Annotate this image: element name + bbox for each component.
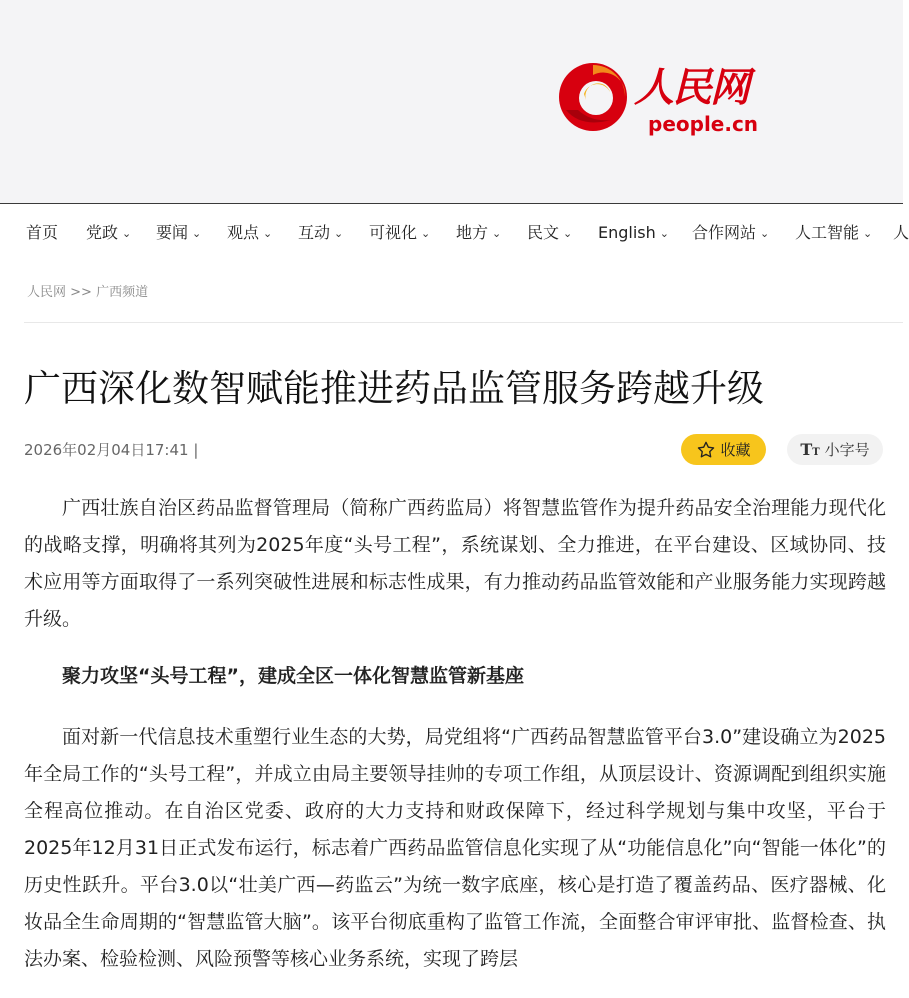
nav-label: 可视化 [369,223,418,242]
nav-label: 互动 [298,223,331,242]
nav-label: 党政 [86,223,119,242]
star-icon [696,440,716,460]
nav-label: 要闻 [156,223,189,242]
people-cn-logo[interactable] [556,58,776,138]
nav-item-opinion[interactable] [227,204,272,262]
chevron-down-icon: ⌄ [659,227,669,240]
chevron-down-icon: ⌄ [760,227,770,240]
chevron-down-icon: ⌄ [563,227,573,240]
nav-item-overflow[interactable] [893,204,909,262]
nav-item-partner-sites[interactable] [692,204,769,262]
logo-english-text: people.cn [648,112,759,136]
nav-label: 观点 [227,223,260,242]
main-navigation [0,203,909,261]
nav-item-home[interactable] [26,204,58,262]
nav-label: 地方 [456,223,489,242]
nav-label: English [598,223,656,242]
logo-chinese-text: 人民网 [634,64,748,111]
site-header [0,0,903,203]
nav-label: 合作网站 [692,223,757,242]
breadcrumb-channel-link[interactable]: 广西频道 [96,285,149,300]
nav-label: 人工智能 [795,223,860,242]
favorite-button[interactable] [681,434,766,465]
nav-item-visual[interactable] [369,204,430,262]
article-body [24,490,886,998]
nav-item-english[interactable] [598,204,669,262]
breadcrumb-home-link[interactable]: 人民网 [27,285,67,300]
chevron-down-icon: ⌄ [192,227,202,240]
nav-item-ai[interactable] [795,204,872,262]
article-paragraph: 面对新一代信息技术重塑行业生态的大势，局党组将“广西药品智慧监管平台3.0”建设确立为2025年全局工作的“头号工程”，并成立由局主要领导挂帅的专项工作组，从顶层设计、资源调配到组织实施全程高位推动。在自治区党委、政府的大力支持和财政保障下，经过科学规划与集中攻坚，平台于2025年12月31日正式发布运行，标志着广西药品监管信息化实现了从“功能信息化”向“智能一体化”的历史性跃升。平台3.0以“壮美广西—药监云”为统一数字底座，核心是打造了覆盖药品、医疗器械、化妆品全生命周期的“智慧监管大脑”。该平台彻底重构了监管工作流，全面整合审评审批、监督检查、执法办案、检验检测、风险预警等核心业务系统，实现了跨层 [24,726,886,970]
breadcrumb-divider [24,322,903,323]
nav-label: 民文 [527,223,560,242]
chevron-down-icon: ⌄ [122,227,132,240]
nav-label: 首页 [26,223,59,242]
chevron-down-icon: ⌄ [421,227,431,240]
breadcrumb-separator: >> [70,285,92,300]
nav-item-party[interactable] [86,204,131,262]
article-datetime: 2026年02月04日17:41 | [24,441,199,459]
article-title: 广西深化数智赋能推进药品监管服务跨越升级 [24,367,764,410]
nav-item-local[interactable] [456,204,501,262]
article-subheading: 聚力攻坚“头号工程”，建成全区一体化智慧监管新基座 [62,665,524,687]
people-logo-mark-icon [556,60,630,134]
article-paragraph: 广西壮族自治区药品监督管理局（简称广西药监局）将智慧监管作为提升药品安全治理能力现代化的战略支撑，明确将其列为2025年度“头号工程”，系统谋划、全力推进，在平台建设、区域协同、技术应用等方面取得了一系列突破性进展和标志性成果，有力推动药品监管效能和产业服务能力实现跨越升级。 [24,497,886,630]
chevron-down-icon: ⌄ [263,227,273,240]
font-size-label: 小字号 [824,441,870,459]
chevron-down-icon: ⌄ [334,227,344,240]
favorite-label: 收藏 [720,441,751,459]
nav-item-news[interactable] [156,204,201,262]
nav-item-interaction[interactable] [298,204,343,262]
chevron-down-icon: ⌄ [863,227,873,240]
font-size-button[interactable] [787,434,883,465]
nav-label: 人 [893,223,909,242]
nav-item-minority-languages[interactable] [527,204,572,262]
font-size-icon: TT [800,440,820,459]
chevron-down-icon: ⌄ [492,227,502,240]
breadcrumb [27,281,148,300]
